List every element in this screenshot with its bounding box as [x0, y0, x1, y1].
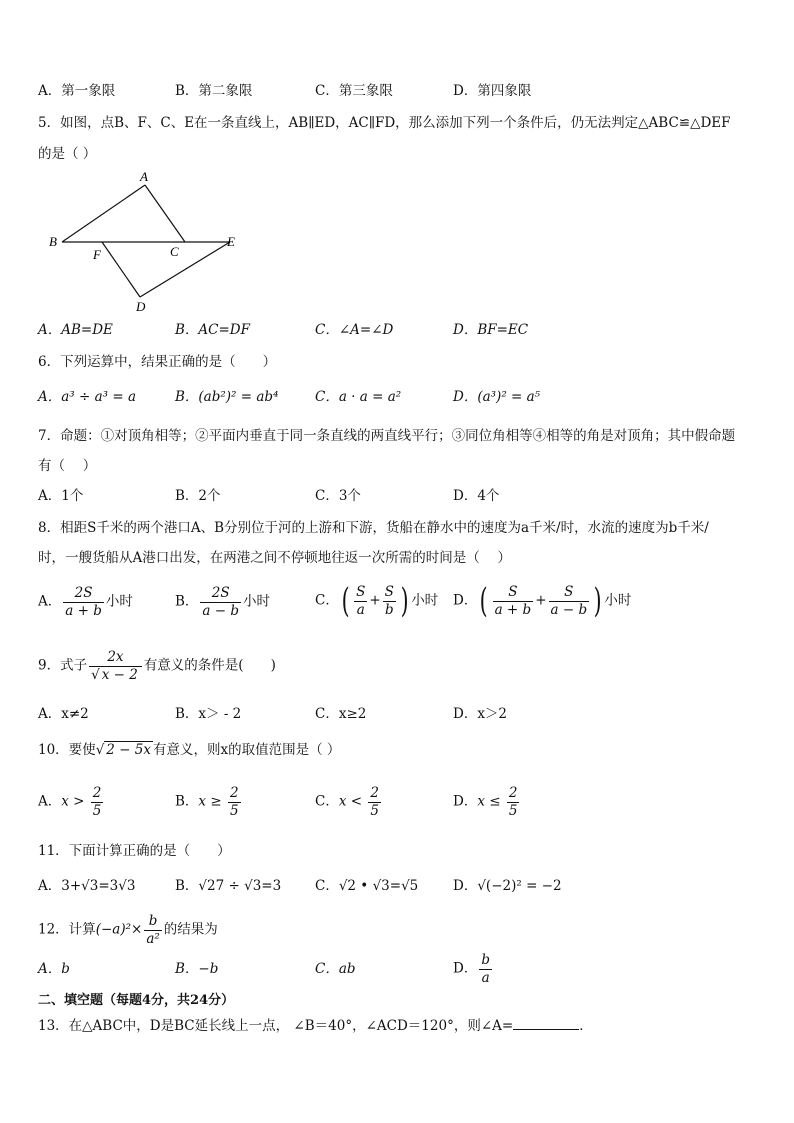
- q10-option-c: C．x < $\frac{2}{5}$: [315, 785, 379, 819]
- q9-option-a: A．x≠2: [38, 706, 89, 722]
- q9-option-c: C．x≥2: [315, 706, 367, 722]
- q5-option-c: C．∠A=∠D: [315, 322, 394, 338]
- q4-option-a: A．第一象限: [38, 83, 116, 99]
- q8-option-c: C．( $\frac{S}{a}$ + $\frac{S}{b}$ ) 小时: [315, 581, 439, 621]
- q8-option-b: B． $\frac{2S}{a - b}$ 小时: [175, 585, 271, 619]
- q12-option-c: C．ab: [315, 961, 356, 977]
- q6-stem: 6．下列运算中，结果正确的是（ ）: [38, 354, 277, 370]
- label-a: A: [140, 169, 148, 184]
- q4-option-d: D．第四象限: [453, 83, 532, 99]
- q6-option-d: D．(a³)² = a⁵: [453, 389, 541, 405]
- q12-option-a: A．b: [38, 961, 70, 977]
- q5-stem-line2: 的是（ ）: [38, 146, 97, 162]
- q11-stem: 11．下面计算正确的是（ ）: [38, 843, 231, 859]
- q10-option-b: B．x ≥ $\frac{2}{5}$: [175, 785, 239, 819]
- q11-option-d: D．√(−2)² = −2: [453, 878, 562, 894]
- q7-stem-line2: 有（ ）: [38, 458, 97, 474]
- q7-option-c: C．3个: [315, 488, 361, 504]
- q7-option-b: B．2个: [175, 488, 221, 504]
- label-c: C: [170, 244, 179, 259]
- label-d: D: [136, 299, 146, 314]
- q10-option-d: D．x ≤ $\frac{2}{5}$: [453, 785, 518, 819]
- q6-option-b: B．(ab²)² = ab⁴: [175, 389, 279, 405]
- q11-option-b: B．√27 ÷ √3=3: [175, 878, 282, 894]
- unit: 小时: [105, 593, 133, 610]
- q7-stem-line1: 7．命题：①对顶角相等；②平面内垂直于同一条直线的两直线平行；③同位角相等④相等的角是对顶角；其中假命题: [38, 428, 736, 444]
- q7-option-d: D．4个: [453, 488, 500, 504]
- q8-stem-line2: 时，一艘货船从A港口出发，在两港之间不停顿地往返一次所需的时间是（ ）: [38, 550, 512, 566]
- q12-option-b: B．−b: [175, 961, 219, 977]
- q8-option-d: D．( $\frac{S}{a + b}$ + $\frac{S}{a - b}$ ) 小时: [453, 581, 632, 621]
- unit: 小时: [243, 593, 271, 610]
- q9-option-b: B．x＞ - 2: [175, 706, 242, 722]
- q8-option-a: A． $\frac{2S}{a + b}$ 小时: [38, 585, 133, 619]
- q4-option-b: B．第二象限: [175, 83, 253, 99]
- q10-stem: 10．要使√ 2 − 5x 有意义，则x的取值范围是（ ）: [38, 742, 341, 758]
- answer-blank: [513, 1029, 579, 1030]
- q5-option-d: D．BF=EC: [453, 322, 529, 338]
- q9-option-d: D．x＞2: [453, 706, 508, 722]
- q12-option-d: D． $\frac{b}{a}$: [453, 952, 490, 986]
- q12-stem: 12．计算(−a)²× $\frac{b}{\text{a²}}$ 的结果为: [38, 913, 218, 947]
- q11-option-a: A．3+√3=3√3: [38, 878, 136, 894]
- q7-option-a: A．1个: [38, 488, 84, 504]
- label-e: E: [227, 234, 235, 249]
- q5-stem-line1: 5．如图，点B、F、C、E在一条直线上，AB∥ED，AC∥FD，那么添加下列一个条件后，仍无法判定△ABC≌△DEF: [38, 115, 731, 131]
- q10-option-a: A．x > $\frac{2}{5}$: [38, 785, 102, 819]
- q5-option-b: B．AC=DF: [175, 322, 251, 338]
- q9-stem: 9．式子 $\frac{2x}{√ x - 2}$ 有意义的条件是( ): [38, 649, 276, 683]
- q6-option-c: C．a · a = a²: [315, 389, 402, 405]
- label-f: F: [93, 247, 101, 262]
- q6-option-a: A．a³ ÷ a³ = a: [38, 389, 137, 405]
- q8-stem-line1: 8．相距S千米的两个港口A、B分别位于河的上游和下游，货船在静水中的速度为a千米/时，水流的速度为b千米/: [38, 520, 709, 536]
- section-title: 二、填空题（每题4分，共24分）: [38, 993, 235, 1008]
- q13-stem: 13．在△ABC中，D是BC延长线上一点， ∠B＝40°，∠ACD＝120°，则∠A= ．: [38, 1018, 593, 1034]
- q4-option-c: C．第三象限: [315, 83, 393, 99]
- q11-option-c: C．√2 • √3=√5: [315, 878, 419, 894]
- label-b: B: [49, 234, 57, 249]
- unit: 小时: [411, 592, 439, 609]
- unit: 小时: [604, 592, 632, 609]
- q5-option-a: A．AB=DE: [38, 322, 113, 338]
- q5-figure: [40, 165, 250, 315]
